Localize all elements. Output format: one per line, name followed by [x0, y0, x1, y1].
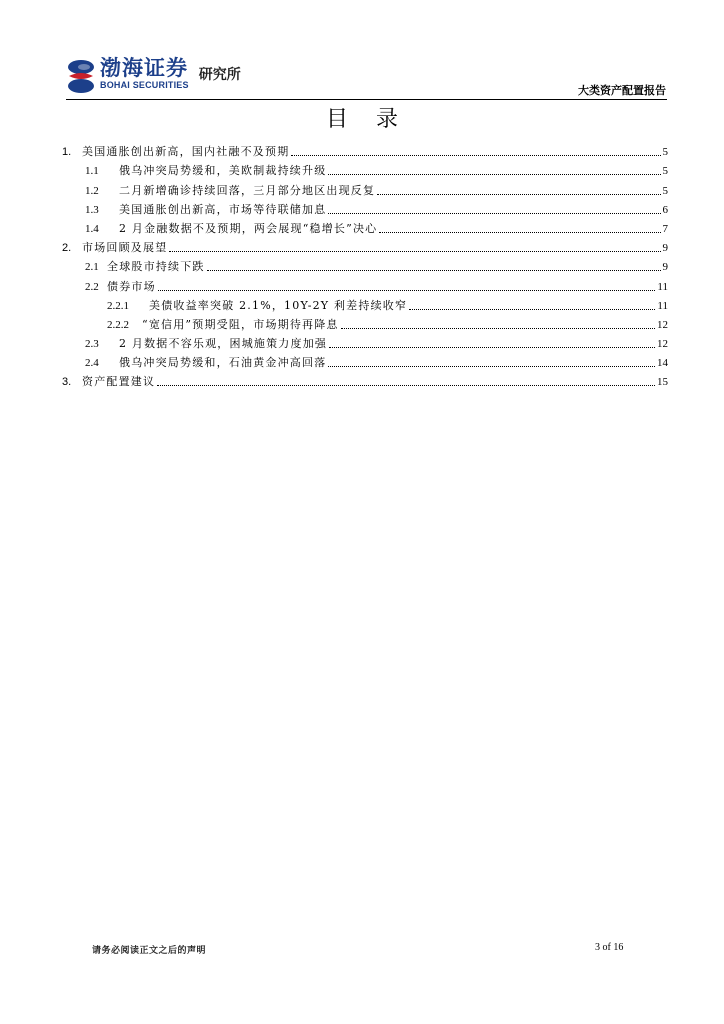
header-divider: [66, 99, 667, 100]
toc-number: 2.2: [85, 280, 99, 293]
department-label: 研究所: [198, 67, 241, 83]
toc-number: 2.2.1: [107, 299, 129, 312]
toc-page: 9: [662, 242, 668, 255]
toc-leader: [158, 290, 656, 291]
page-number: 3 of 16: [595, 942, 624, 953]
toc-number: 2.3: [85, 338, 99, 351]
toc-entry-1-4[interactable]: [62, 217, 668, 236]
toc-page: 5: [662, 165, 668, 178]
toc-leader: [328, 366, 655, 367]
toc-number: 2.: [62, 242, 72, 255]
toc-number: 1.1: [85, 165, 99, 178]
toc-leader: [409, 309, 655, 310]
toc-leader: [329, 347, 655, 348]
toc-page: 11: [657, 280, 668, 293]
toc-title: 目录: [325, 107, 426, 132]
toc-number: 1.2: [85, 184, 99, 197]
toc-text: 市场回顾及展望: [82, 241, 168, 255]
toc-entry-3[interactable]: [62, 370, 668, 389]
toc-entry-1-2[interactable]: [62, 178, 668, 197]
toc-page: 12: [657, 338, 668, 351]
toc-text: 美国通胀创出新高，国内社融不及预期: [82, 145, 290, 159]
toc-leader: [341, 328, 655, 329]
toc-entry-2-3[interactable]: [62, 332, 668, 351]
toc-entry-2-2[interactable]: [62, 274, 668, 293]
toc-entry-1-1[interactable]: [62, 159, 668, 178]
toc-text: 俄乌冲突局势缓和，美欧制裁持续升级: [119, 164, 327, 178]
toc-number: 2.2.2: [107, 318, 129, 331]
toc-page: 5: [662, 146, 668, 159]
logo-name-cn: 渤海证券: [100, 56, 188, 80]
report-type: 大类资产配置报告: [578, 84, 666, 97]
toc-entry-1[interactable]: [62, 140, 668, 159]
disclaimer-note: 请务必阅读正文之后的声明: [92, 946, 207, 956]
toc-number: 1.4: [85, 222, 99, 235]
toc-text: 资产配置建议: [82, 375, 156, 389]
toc-page: 14: [657, 357, 668, 370]
toc-number: 3.: [62, 376, 72, 389]
toc-leader: [207, 270, 661, 271]
toc-leader: [157, 385, 655, 386]
toc-number: 1.3: [85, 203, 99, 216]
toc-page: 5: [662, 184, 668, 197]
toc-leader: [328, 213, 660, 214]
toc-entry-1-3[interactable]: [62, 198, 668, 217]
logo-name-en: BOHAI SECURITIES: [100, 80, 189, 90]
toc-text: 二月新增确诊持续回落，三月部分地区出现反复: [119, 183, 376, 197]
page-header: [66, 56, 666, 100]
toc-page: 12: [657, 318, 668, 331]
toc-leader: [328, 174, 660, 175]
toc-text: 债券市场: [107, 279, 156, 293]
bohai-logo-icon: [66, 58, 96, 94]
table-of-contents: [62, 140, 668, 389]
toc-text: “宽信用”预期受阻，市场期待再降息: [142, 317, 339, 331]
toc-entry-2-1[interactable]: [62, 255, 668, 274]
company-logo: [66, 56, 241, 96]
toc-entry-2-4[interactable]: [62, 351, 668, 370]
toc-text: 2 月金融数据不及预期，两会展现“稳增长”决心: [119, 221, 378, 235]
toc-entry-2-2-2[interactable]: [62, 313, 668, 332]
toc-entry-2[interactable]: [62, 236, 668, 255]
toc-page: 7: [662, 222, 668, 235]
toc-page: 9: [662, 261, 668, 274]
toc-page: 6: [662, 203, 668, 216]
toc-entry-2-2-1[interactable]: [62, 294, 668, 313]
toc-text: 2 月数据不容乐观，困城施策力度加强: [119, 337, 328, 351]
toc-text: 美债收益率突破 2.1%，10Y-2Y 利差持续收窄: [149, 298, 408, 312]
toc-number: 2.4: [85, 357, 99, 370]
toc-text: 全球股市持续下跌: [107, 260, 205, 274]
toc-leader: [291, 155, 660, 156]
toc-leader: [379, 232, 660, 233]
toc-number: 2.1: [85, 261, 99, 274]
toc-text: 美国通胀创出新高，市场等待联储加息: [119, 202, 327, 216]
toc-number: 1.: [62, 146, 72, 159]
toc-leader: [377, 194, 660, 195]
toc-page: 15: [657, 376, 668, 389]
toc-page: 11: [657, 299, 668, 312]
toc-leader: [169, 251, 660, 252]
toc-text: 俄乌冲突局势缓和，石油黄金冲高回落: [119, 356, 327, 370]
